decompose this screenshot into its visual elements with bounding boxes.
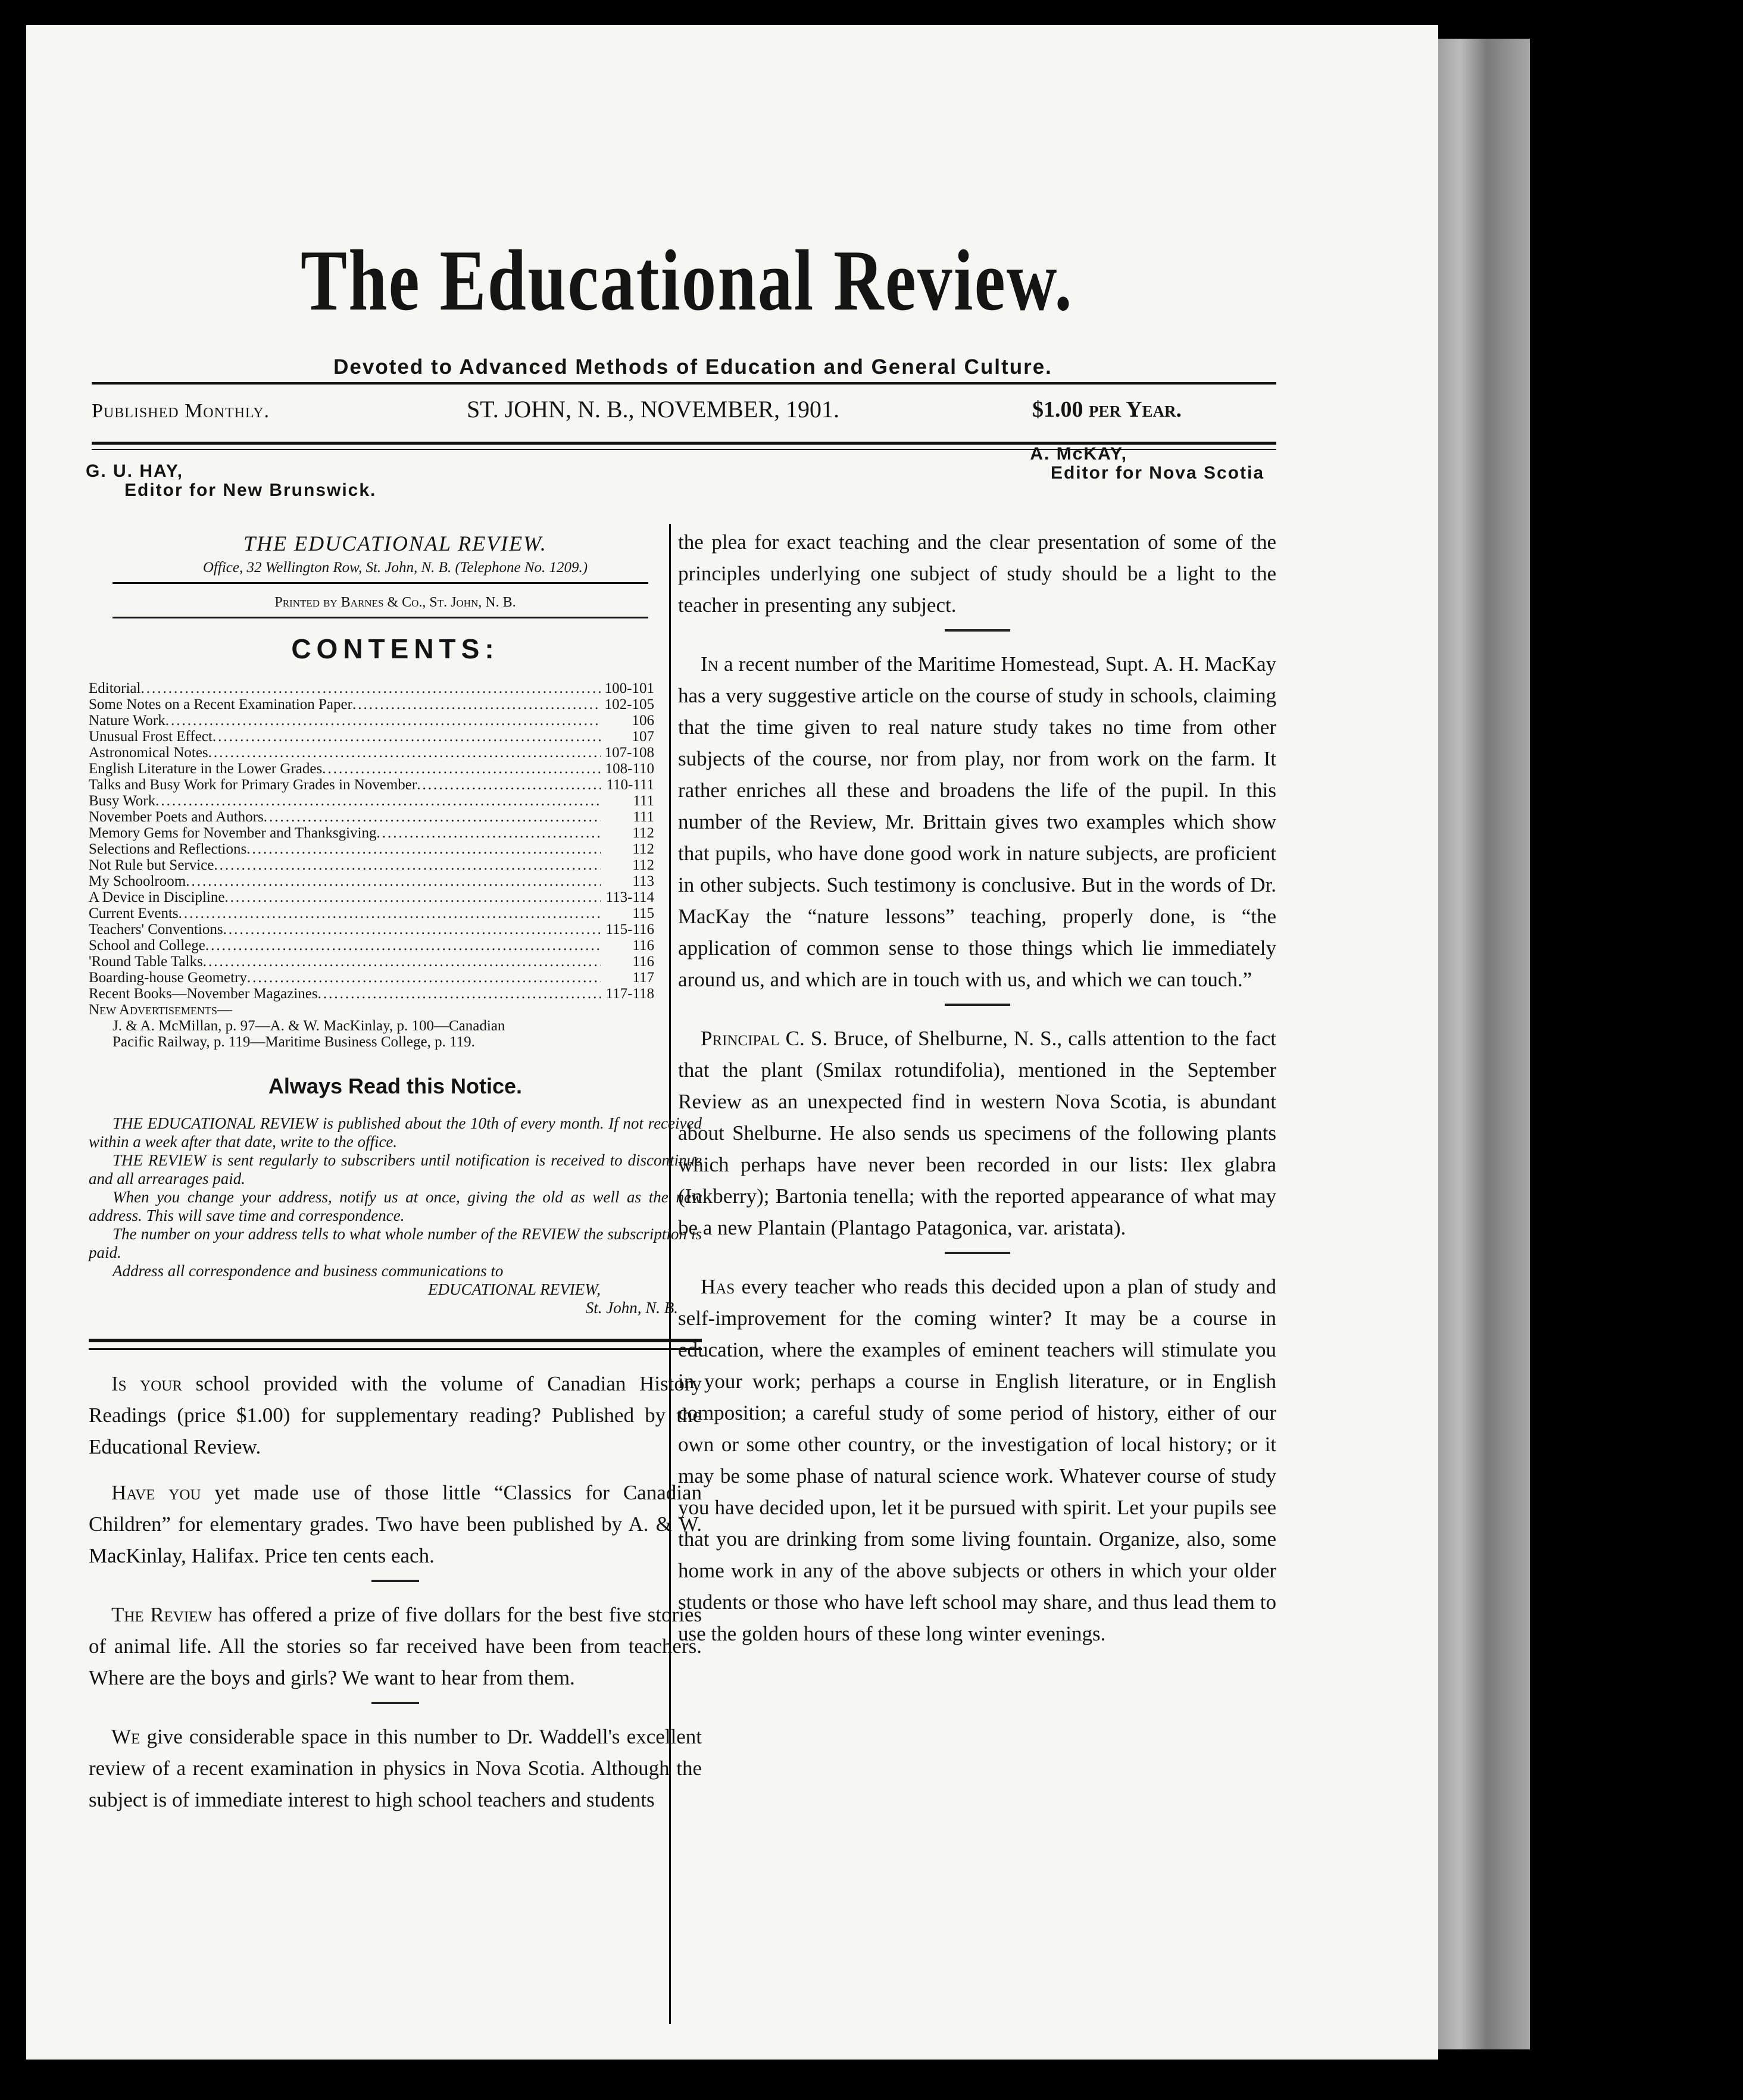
contents-leader-dots xyxy=(205,938,601,954)
contents-item xyxy=(89,696,654,712)
editor-nb-name: G. U. HAY, xyxy=(86,461,183,481)
contents-item-pages: 107-108 xyxy=(604,745,654,761)
printer-rule xyxy=(113,617,648,618)
editor-ns-role: Editor for Nova Scotia xyxy=(1050,463,1264,483)
contents-item xyxy=(89,777,654,793)
article-separator xyxy=(945,1004,1010,1006)
contents-item-pages: 112 xyxy=(632,857,654,873)
article-paragraph xyxy=(678,1023,1276,1243)
editor-new-brunswick xyxy=(86,462,376,500)
contents-leader-dots xyxy=(186,873,601,889)
contents-item xyxy=(89,938,654,954)
article-paragraph xyxy=(89,1477,702,1571)
contents-item-pages: 107 xyxy=(632,729,654,745)
contents-item-title: Talks and Busy Work for Primary Grades in November xyxy=(89,777,417,793)
article-lead: Have you xyxy=(111,1481,201,1504)
new-ads-line-2: Pacific Railway, p. 119—Maritime Business College, p. 119. xyxy=(113,1034,475,1050)
contents-item xyxy=(89,889,654,905)
article-separator xyxy=(371,1580,419,1582)
contents-item-pages: 111 xyxy=(633,793,654,809)
contents-item-title: Boarding-house Geometry xyxy=(89,970,247,986)
contents-leader-dots xyxy=(247,970,601,986)
article-separator xyxy=(945,1252,1010,1254)
article-text: school provided with the volume of Canadian History Readings (price $1.00) for supplementary reading? Published by the Educational Review. xyxy=(89,1372,702,1458)
article-text: C. S. Bruce, of Shelburne, N. S., calls attention to the fact that the plant (Smilax rotundifolia), mentioned in the September Review as an unexpected find in western Nova Scotia, is abundant about Shelburne. He also sends us specimens of the following plants which perhaps have never been recorded in our lists: Ilex glabra (Inkberry); Bartonia tenella; with the reported appearance of what may be a new Plantain (Plantago Patagonica, var. aristata). xyxy=(678,1027,1276,1239)
contents-leader-dots xyxy=(155,793,601,809)
contents-item xyxy=(89,680,654,696)
contents-item xyxy=(89,793,654,809)
notice-paragraph: THE EDUCATIONAL REVIEW is published about the 10th of every month. If not received within a week after that date, write to the office. xyxy=(89,1114,702,1151)
article-lead: We xyxy=(111,1725,140,1748)
contents-item-title: Recent Books—November Magazines xyxy=(89,986,318,1002)
publication-frequency: Published Monthly. xyxy=(92,400,270,422)
editor-nb-role: Editor for New Brunswick. xyxy=(124,480,377,500)
office-title: THE EDUCATIONAL REVIEW. xyxy=(243,532,547,555)
article-paragraph xyxy=(678,526,1276,621)
contents-leader-dots xyxy=(179,905,601,921)
notice-heading: Always Read this Notice. xyxy=(268,1074,523,1098)
contents-leader-dots xyxy=(352,696,601,712)
article-paragraph xyxy=(89,1721,702,1815)
book-page-edge xyxy=(1423,39,1530,2049)
article-paragraph xyxy=(89,1599,702,1693)
contents-item xyxy=(89,712,654,729)
contents-item xyxy=(89,986,654,1002)
contents-item-title: Current Events xyxy=(89,905,179,921)
contents-item xyxy=(89,857,654,873)
contents-item-title: Selections and Reflections xyxy=(89,841,247,857)
printer-credit: Printed by Barnes & Co., St. John, N. B. xyxy=(274,595,516,610)
article-text: every teacher who reads this decided upon a plan of study and self-improvement for the coming winter? It may be a course in education, where the examples of eminent teachers will stimulate you in your work; perhaps a course in English literature, or in English composition; a careful study of some period of history, either of our own or some other country, or the investigation of local history; or it may be some phase of natural science work. Whatever course of study you have decided upon, let it be pursued with spirit. Let your pupils see that you are drinking from some living fountain. Organize, also, some home work in any of the above subjects or others in which your older students or those who have left school may share, and thus lead them to use the golden hours of these long winter evenings. xyxy=(678,1275,1276,1645)
contents-leader-dots xyxy=(140,680,601,696)
left-column xyxy=(89,531,702,1815)
article-paragraph xyxy=(678,648,1276,995)
contents-item xyxy=(89,954,654,970)
article-text: a recent number of the Maritime Homestead, Supt. A. H. MacKay has a very suggestive article on the course of study in schools, claiming that the time given to real nature study takes no time from other subjects of the course, nor from play, nor from work on the farm. It rather enriches all these and broadens the life of the pupil. In this number of the Review, Mr. Brittain gives two examples which show that pupils, who have done good work in nature subjects, are proficient in other subjects. Such testimony is conclusive. But in the words of Dr. MacKay the “nature lessons” teaching, properly done, is “the application of common sense to those things which lie immediately around us, and which are in touch with us, and which we can touch.” xyxy=(678,652,1276,991)
contents-item-pages: 102-105 xyxy=(604,696,654,712)
contents-leader-dots xyxy=(417,777,601,793)
contents-item-pages: 117 xyxy=(632,970,654,986)
section-double-rule xyxy=(89,1339,702,1350)
contents-item xyxy=(89,761,654,777)
office-rule xyxy=(113,582,648,584)
contents-item-title: Memory Gems for November and Thanksgiving xyxy=(89,825,377,841)
subscription-price: $1.00 per Year. xyxy=(1032,397,1182,422)
contents-item-title: Astronomical Notes xyxy=(89,745,208,761)
notice-body xyxy=(89,1114,702,1280)
newspaper-page xyxy=(26,25,1438,2060)
masthead-title: The Educational Review. xyxy=(301,232,1073,329)
contents-item-pages: 112 xyxy=(632,841,654,857)
contents-item-title: School and College xyxy=(89,938,205,954)
new-ads-line-1: J. & A. McMillan, p. 97—A. & W. MacKinlay, p. 100—Canadian xyxy=(113,1018,505,1034)
contents-item-pages: 112 xyxy=(632,825,654,841)
contents-leader-dots xyxy=(224,889,601,905)
notice-paragraph: THE REVIEW is sent regularly to subscribers until notification is received to discontinue and all arrearages paid. xyxy=(89,1151,702,1188)
article-lead: Principal xyxy=(701,1027,780,1050)
notice-signature-place: St. John, N. B. xyxy=(585,1299,678,1317)
contents-item-pages: 117-118 xyxy=(605,986,654,1002)
contents-item-pages: 116 xyxy=(632,954,654,970)
contents-item-title: A Device in Discipline xyxy=(89,889,225,905)
contents-leader-dots xyxy=(208,745,601,761)
article-lead: The Review xyxy=(111,1603,213,1626)
notice-paragraph: Address all correspondence and business communications to xyxy=(113,1262,504,1280)
contents-item-title: English Literature in the Lower Grades xyxy=(89,761,323,777)
article-text: the plea for exact teaching and the clear presentation of some of the principles underlying one subject of study should be a light to the teacher in presenting any subject. xyxy=(678,530,1276,617)
contents-item-title: Unusual Frost Effect xyxy=(89,729,213,745)
dateline: ST. JOHN, N. B., NOVEMBER, 1901. xyxy=(467,396,839,423)
article-paragraph xyxy=(89,1368,702,1462)
contents-item-pages: 113 xyxy=(632,873,654,889)
notice-paragraph: The number on your address tells to what whole number of the REVIEW the subscription is paid. xyxy=(89,1225,702,1261)
contents-item-pages: 106 xyxy=(632,712,654,729)
contents-leader-dots xyxy=(318,986,601,1002)
contents-item-pages: 110-111 xyxy=(606,777,654,793)
contents-leader-dots xyxy=(203,954,601,970)
contents-item-title: Nature Work xyxy=(89,712,165,729)
contents-item-title: 'Round Table Talks xyxy=(89,954,203,970)
contents-leader-dots xyxy=(246,841,601,857)
contents-item-pages: 111 xyxy=(633,809,654,825)
contents-leader-dots xyxy=(213,729,601,745)
article-lead: Has xyxy=(701,1275,735,1298)
paragraph-gap xyxy=(89,1462,702,1477)
contents-list xyxy=(89,680,654,1002)
contents-item-title: Editorial xyxy=(89,680,141,696)
left-articles xyxy=(89,1368,702,1815)
new-ads-label: New Advertisements— xyxy=(89,1002,232,1018)
office-address: Office, 32 Wellington Row, St. John, N. B. (Telephone No. 1209.) xyxy=(202,560,588,576)
contents-item-title: Some Notes on a Recent Examination Paper xyxy=(89,696,352,712)
contents-item xyxy=(89,905,654,921)
masthead-rule-top xyxy=(92,382,1276,385)
notice-signature-name: EDUCATIONAL REVIEW, xyxy=(428,1280,601,1298)
contents-leader-dots xyxy=(165,712,601,729)
article-text: give considerable space in this number to Dr. Waddell's excellent review of a recent examination in physics in Nova Scotia. Although the subject is of immediate interest to high school teachers and students xyxy=(89,1725,702,1811)
contents-item-pages: 115 xyxy=(632,905,654,921)
contents-item-pages: 115-116 xyxy=(605,921,654,938)
contents-leader-dots xyxy=(264,809,601,825)
article-lead: Is your xyxy=(111,1372,183,1395)
contents-item xyxy=(89,809,654,825)
contents-item xyxy=(89,873,654,889)
contents-leader-dots xyxy=(322,761,601,777)
editor-nova-scotia xyxy=(943,445,1264,483)
contents-item-pages: 108-110 xyxy=(605,761,654,777)
contents-leader-dots xyxy=(376,825,601,841)
contents-item xyxy=(89,825,654,841)
contents-item-title: Busy Work xyxy=(89,793,156,809)
contents-leader-dots xyxy=(223,921,601,938)
article-separator xyxy=(945,629,1010,632)
contents-item xyxy=(89,921,654,938)
right-column xyxy=(678,526,1276,1649)
contents-item-title: Not Rule but Service xyxy=(89,857,214,873)
editor-ns-name: A. McKAY, xyxy=(1030,444,1127,464)
contents-heading: CONTENTS: xyxy=(291,633,499,664)
article-lead: In xyxy=(701,652,719,676)
contents-item xyxy=(89,841,654,857)
notice-paragraph: When you change your address, notify us at once, giving the old as well as the new address. This will save time and correspondence. xyxy=(89,1188,702,1224)
article-text: has offered a prize of five dollars for the best five stories of animal life. All the stories so far received have been from teachers. Where are the boys and girls? We want to hear from them. xyxy=(89,1603,702,1689)
article-text: yet made use of those little “Classics for Canadian Children” for elementary grades. Two have been published by A. & W. MacKinlay, Halifax. Price ten cents each. xyxy=(89,1481,702,1567)
contents-item xyxy=(89,729,654,745)
article-separator xyxy=(371,1702,419,1704)
contents-item xyxy=(89,970,654,986)
masthead-subtitle: Devoted to Advanced Methods of Education and General Culture. xyxy=(333,355,1052,379)
article-paragraph xyxy=(678,1271,1276,1649)
contents-item-title: Teachers' Conventions xyxy=(89,921,223,938)
contents-item-title: November Poets and Authors xyxy=(89,809,264,825)
contents-item-title: My Schoolroom xyxy=(89,873,186,889)
contents-item-pages: 100-101 xyxy=(604,680,654,696)
contents-item-pages: 116 xyxy=(632,938,654,954)
contents-item-pages: 113-114 xyxy=(605,889,654,905)
contents-item xyxy=(89,745,654,761)
contents-leader-dots xyxy=(214,857,601,873)
